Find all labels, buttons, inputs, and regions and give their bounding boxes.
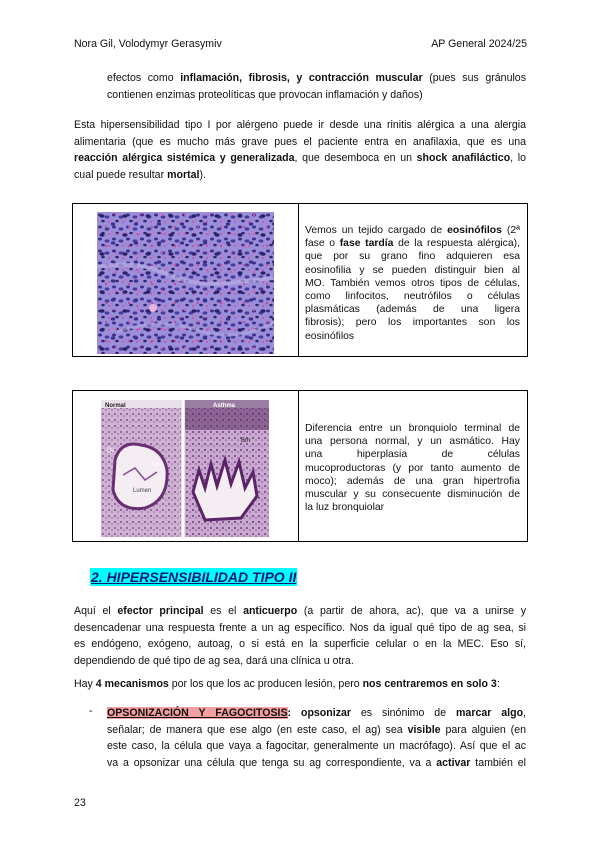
bronchiole-caption: Diferencia entre un bronquiolo terminal de una persona normal, y un asmático. Hay una hiperplasia de células mucoproductoras (y por tanto aumento de moco); además de una gran hipertrofia muscular y su consecuente disminución de la luz bronquiolar	[305, 423, 520, 514]
eosinophil-caption: Vemos un tejido cargado de eosinófilos (2ª fase o fase tardía de la respuesta alérgica), que por su grano fino adquieren esa eosinofilia y se pueden distinguir bien al MO. También vemos otros tipos de células, como linfocitos, neutrófilos o células plasmáticas (además de una ligera fibrosis); pero los importantes son los eosinófilos	[305, 225, 520, 342]
label-asthma: Asthma	[213, 403, 236, 409]
bronchiole-comparison-figure	[101, 400, 269, 537]
eosinophil-micrograph	[97, 212, 274, 354]
label-bm: Bm	[241, 438, 250, 444]
intro-paragraph: efectos como inflamación, fibrosis, y contracción muscular (pues sus gránulos contienen enzimas proteolíticas que provocan inflamación y daños)	[107, 72, 526, 101]
table-divider	[298, 204, 299, 356]
table-divider	[298, 391, 299, 541]
paragraph-anaphylaxis: Esta hipersensibilidad tipo I por alérgeno puede ir desde una rinitis alérgica a una alergia alimentaria (que es mucho más grave pues el paciente entra en anafilaxia, que es una reacción alérgica sistémica y generalizada, que desemboca en un shock anafiláctico, lo cual puede resultar mortal).	[74, 119, 526, 181]
header-course: AP General 2024/25	[431, 38, 527, 50]
label-ep: Ep	[151, 462, 159, 468]
bullet-marker: -	[89, 705, 93, 717]
label-bv: Bv	[107, 448, 115, 454]
bullet-opsonization: OPSONIZACIÓN Y FAGOCITOSIS: opsonizar es sinónimo de marcar algo, señalar; de manera que ese algo (en este caso, el ag) sea visible para alguien (en este caso, la célula que vaya a fagocitar, generalmente un macrófago). Así que el ac va a opsonizar una célula que tenga su ag correspondiente, va a activar también el	[107, 707, 526, 769]
label-lumen: Lumen	[133, 488, 152, 494]
figure-table-eosinophils	[72, 203, 528, 357]
section-heading: 2. HIPERSENSIBILIDAD TIPO II	[91, 569, 297, 585]
label-normal: Normal	[105, 403, 126, 409]
paragraph-mechanisms: Hay 4 mecanismos por los que los ac producen lesión, pero nos centraremos en solo 3:	[74, 678, 500, 690]
header-authors: Nora Gil, Volodymyr Gerasymiv	[74, 38, 222, 50]
page-number: 23	[74, 797, 86, 809]
opsonization-highlight: OPSONIZACIÓN Y FAGOCITOSIS	[107, 707, 288, 719]
paragraph-effector: Aquí el efector principal es el anticuerpo (a partir de ahora, ac), que va a unirse y desencadenar una respuesta frente a un ag específico. Nos da igual qué tipo de ag sea, si es endógeno, exógeno, autoag, o si está en la superficie celular o en la MEC. Eso sí, dependiendo de qué tipo de ag sea, dará una clínica u otra.	[74, 605, 526, 667]
figure-table-bronchiole	[72, 390, 528, 542]
